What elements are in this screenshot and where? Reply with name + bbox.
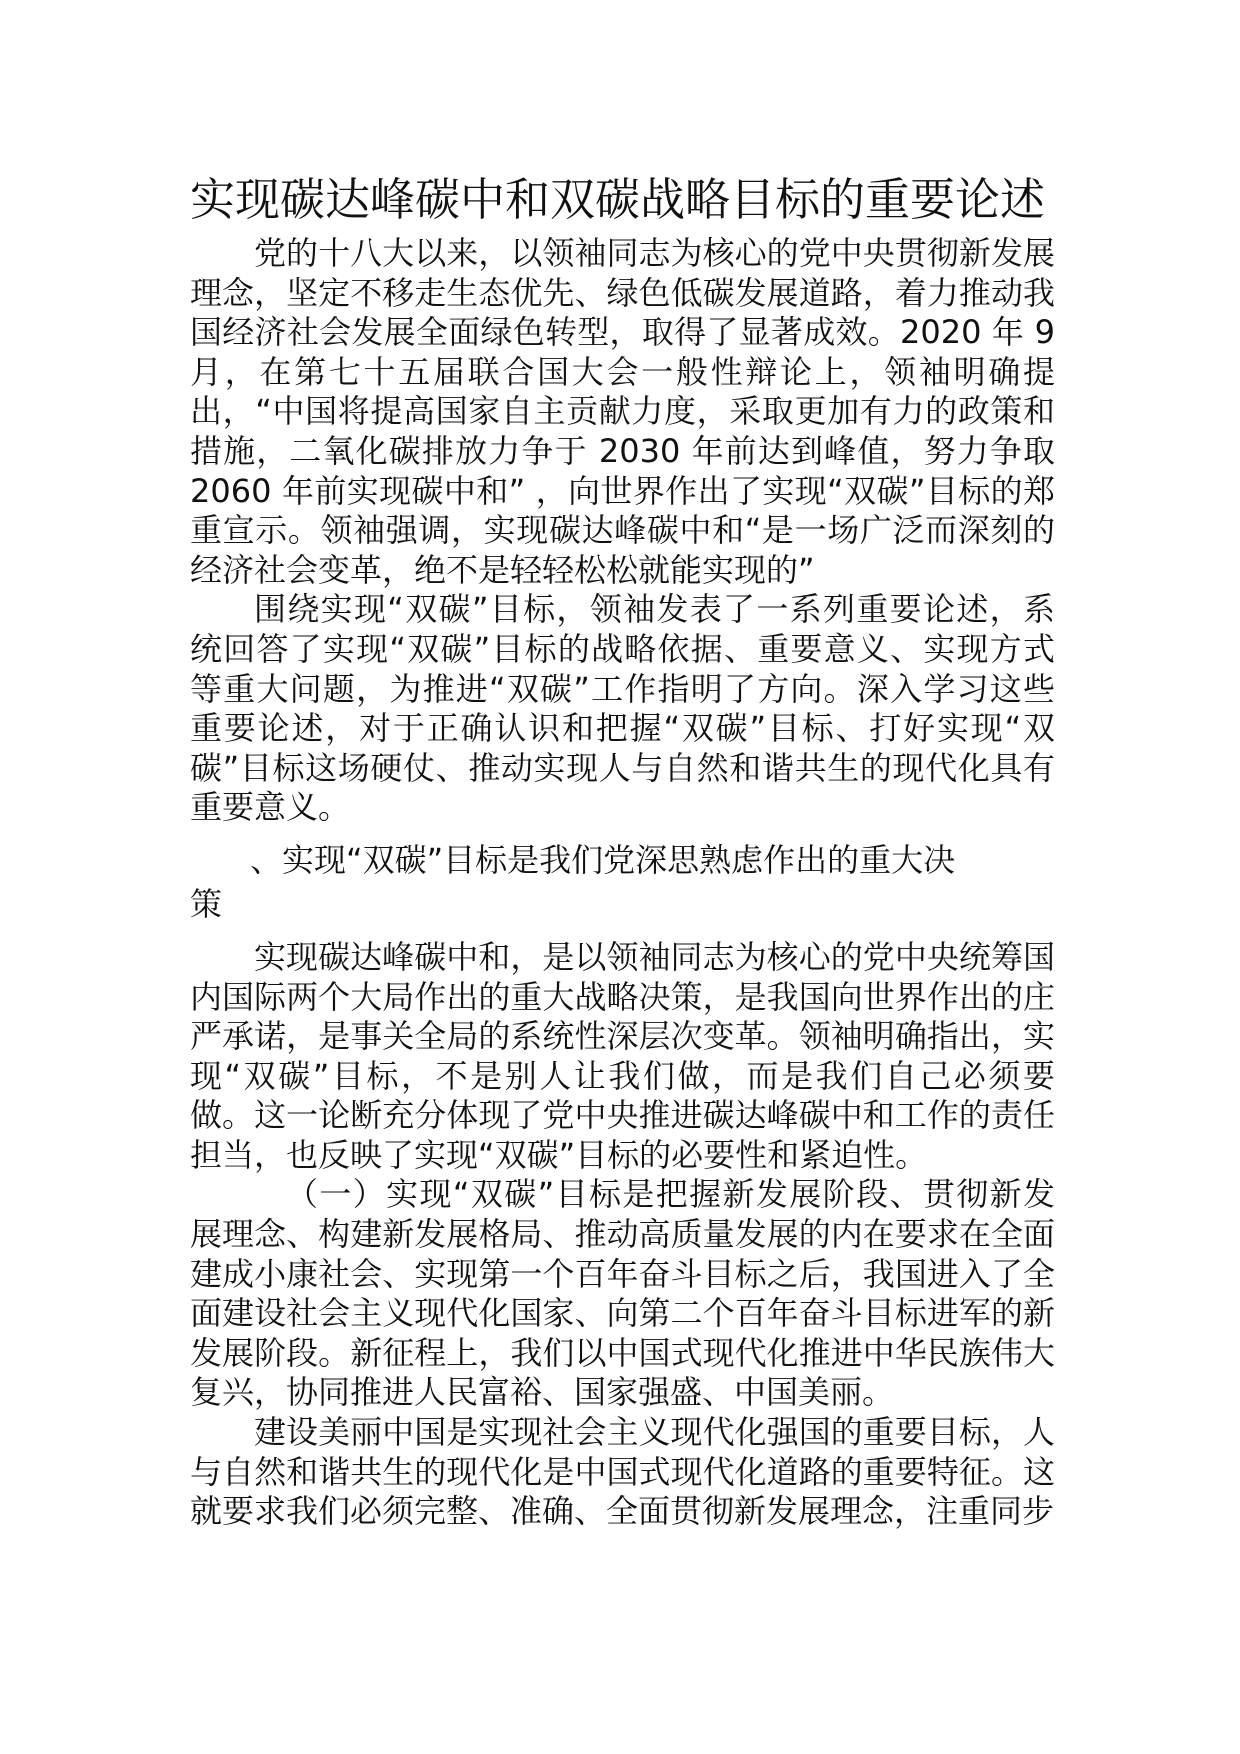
section-heading	[190, 838, 1055, 926]
paragraph-intro: 党的十八大以来，以领袖同志为核心的党中央贯彻新发展理念，坚定不移走生态优先、绿色低碳发展道路，着力推动我国经济社会发展全面绿色转型，取得了显著成效。2020 年 9 月，在第七十五届联合国大会一般性辩论上，领袖明确提出，“中国将提高国家自主贡献力度，采取更加有力的政策和措施，二氧化碳排放力争于 2030 年前达到峰值，努力争取 2060 年前实现碳中和” ，向世界作出了实现“双碳”目标的郑重宣示。领袖强调，实现碳达峰碳中和“是一场广泛而深刻的经济社会变革，绝不是轻轻松松就能实现的”	[190, 234, 1055, 589]
document-title: 实现碳达峰碳中和双碳战略目标的重要论述	[190, 173, 1046, 226]
paragraph-overview: 围绕实现“双碳”目标，领袖发表了一系列重要论述，系统回答了实现“双碳”目标的战略依据、重要意义、实现方式等重大问题，为推进“双碳”工作指明了方向。深入学习这些重要论述，对于正确认识和把握“双碳”目标、打好实现“双碳”目标这场硬仗、推动实现人与自然和谐共生的现代化具有重要意义。	[190, 590, 1055, 827]
section-heading-line1: 、实现“双碳”目标是我们党深思熟虑作出的重大决	[250, 840, 956, 879]
document-body	[190, 234, 1055, 1532]
section-heading-line2: 策	[190, 884, 223, 923]
paragraph-beautiful-china: 建设美丽中国是实现社会主义现代化强国的重要目标，人与自然和谐共生的现代化是中国式现代化道路的重要特征。这就要求我们必须完整、准确、全面贯彻新发展理念，注重同步	[190, 1413, 1055, 1531]
paragraph-section-one: 实现碳达峰碳中和，是以领袖同志为核心的党中央统筹国内国际两个大局作出的重大战略决策，是我国向世界作出的庄严承诺，是事关全局的系统性深层次变革。领袖明确指出，实现“双碳”目标，不是别人让我们做，而是我们自己必须要做。这一论断充分体现了党中央推进碳达峰碳中和工作的责任担当，也反映了实现“双碳”目标的必要性和紧迫性。	[190, 937, 1055, 1174]
paragraph-subsection-one: （一）实现“双碳”目标是把握新发展阶段、贯彻新发展理念、构建新发展格局、推动高质量发展的内在要求在全面建成小康社会、实现第一个百年奋斗目标之后，我国进入了全面建设社会主义现代化国家、向第二个百年奋斗目标进军的新发展阶段。新征程上，我们以中国式现代化推进中华民族伟大复兴，协同推进人民富裕、国家强盛、中国美丽。	[190, 1175, 1055, 1412]
